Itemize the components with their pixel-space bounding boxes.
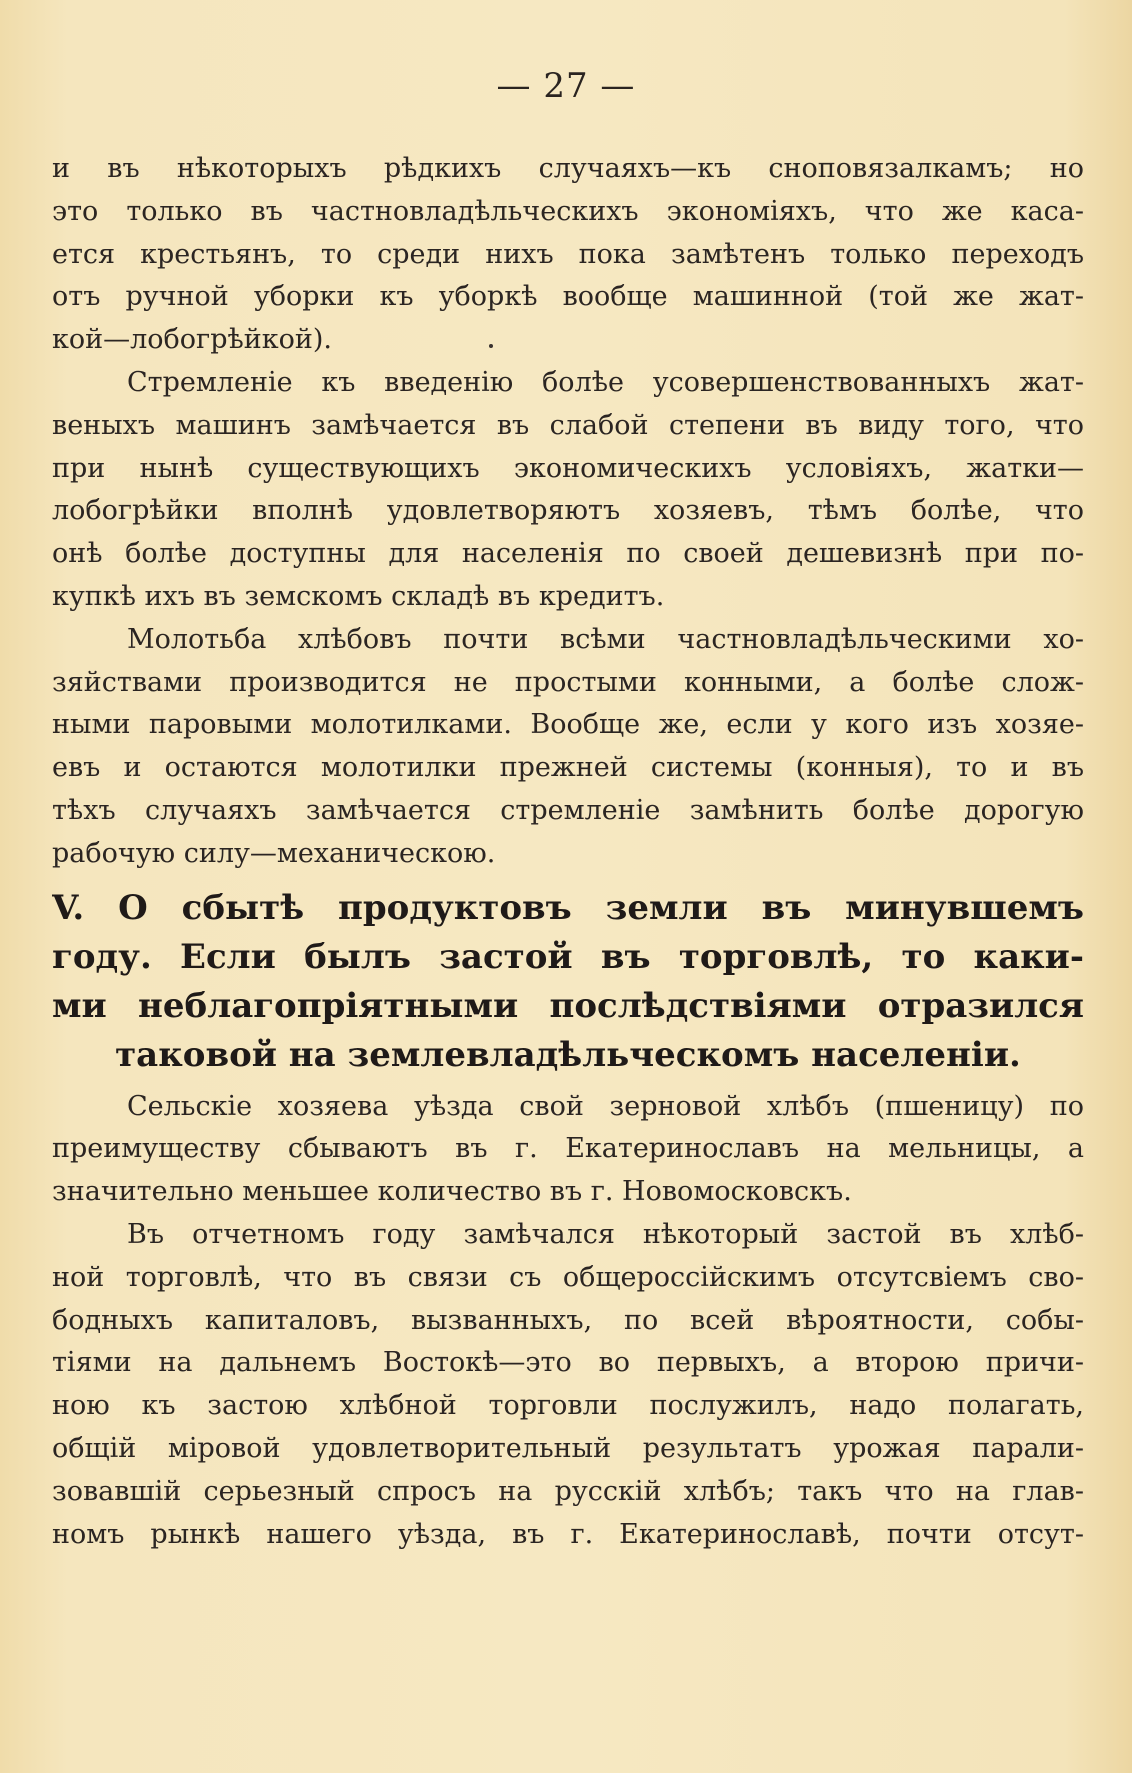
section-heading: [52, 884, 1084, 1080]
text-line: рабочую силу—механическою.: [52, 837, 496, 869]
text-line: лобогрѣйки вполнѣ удовлетворяютъ хозяевъ, тѣмъ болѣе, что: [52, 495, 1084, 527]
text-line: зяйствами производится не простыми конными, а болѣе слож-: [52, 666, 1084, 698]
text-line: ными паровыми молотилками. Вообще же, если у кого изъ хозяе-: [52, 709, 1084, 741]
text-line: евъ и остаются молотилки прежней системы (конныя), то и въ: [52, 752, 1084, 784]
text-line: кой—лобогрѣйкой).: [52, 324, 332, 356]
text-line: онѣ болѣе доступны для населенія по своей дешевизнѣ при по-: [52, 538, 1084, 570]
text-line: ною къ застою хлѣбной торговли послужилъ, надо полагать,: [52, 1390, 1084, 1422]
text-line: преимуществу сбываютъ въ г. Екатеринославъ на мельницы, а: [52, 1133, 1084, 1165]
heading-line: V. О сбытѣ продуктовъ земли въ минувшемъ: [52, 887, 1084, 928]
text-line: отъ ручной уборки къ уборкѣ вообще машинной (той же жат-: [52, 281, 1084, 313]
text-line: номъ рынкѣ нашего уѣзда, въ г. Екатеринославѣ, почти отсут-: [52, 1518, 1084, 1550]
heading-line: ми неблагопріятными послѣдствіями отразился: [52, 985, 1084, 1026]
text-line: и въ нѣкоторыхъ рѣдкихъ случаяхъ—къ сноповязалкамъ; но: [52, 153, 1084, 184]
text-line: Въ отчетномъ году замѣчался нѣкоторый застой въ хлѣб-: [127, 1218, 1084, 1250]
text-line: тѣхъ случаяхъ замѣчается стремленіе замѣнить болѣе дорогую: [52, 794, 1084, 826]
paragraph-trade-stagnation: [52, 1214, 1084, 1556]
paragraph-grain-sales: [52, 1086, 1084, 1214]
text-line: зовавшій серьезный спросъ на русскій хлѣбъ; такъ что на глав-: [52, 1475, 1084, 1507]
text-line: Сельскіе хозяева уѣзда свой зерновой хлѣбъ (пшеницу) по: [127, 1090, 1084, 1122]
text-line: значительно меньшее количество въ г. Новомосковскъ.: [52, 1176, 852, 1208]
text-line: это только въ частновладѣльческихъ экономіяхъ, что же каса-: [52, 195, 1084, 227]
text-line: при нынѣ существующихъ экономическихъ условіяхъ, жатки—: [52, 452, 1084, 484]
page-number: — 27 —: [496, 66, 636, 106]
text-line: бодныхъ капиталовъ, вызванныхъ, по всей вѣроятности, собы-: [52, 1304, 1084, 1336]
paragraph-harvesting-machines: [52, 148, 1084, 362]
text-line: общій міровой удовлетворительный результатъ урожая парали-: [52, 1432, 1084, 1464]
text-line: веныхъ машинъ замѣчается въ слабой степени въ виду того, что: [52, 409, 1084, 441]
text-line: Стремленіе къ введенію болѣе усовершенствованныхъ жат-: [127, 366, 1084, 398]
text-line: тіями на дальнемъ Востокѣ—это во первыхъ, а второю причи-: [52, 1347, 1084, 1379]
page-body: [52, 148, 1084, 1556]
heading-line: году. Если былъ застой въ торговлѣ, то каки-: [52, 936, 1084, 977]
paragraph-threshing: [52, 619, 1084, 876]
text-line: ется крестьянъ, то среди нихъ пока замѣтенъ только переходъ: [52, 238, 1084, 270]
text-line: ной торговлѣ, что въ связи съ общероссійскимъ отсутсвіемъ сво-: [52, 1261, 1084, 1293]
paragraph-improved-reapers: [52, 362, 1084, 619]
print-speck: [489, 344, 493, 348]
text-line: Молотьба хлѣбовъ почти всѣми частновладѣльческими хо-: [127, 623, 1084, 655]
heading-line: таковой на землевладѣльческомъ населеніи.: [115, 1034, 1021, 1075]
text-line: купкѣ ихъ въ земскомъ складѣ въ кредитъ.: [52, 580, 665, 612]
